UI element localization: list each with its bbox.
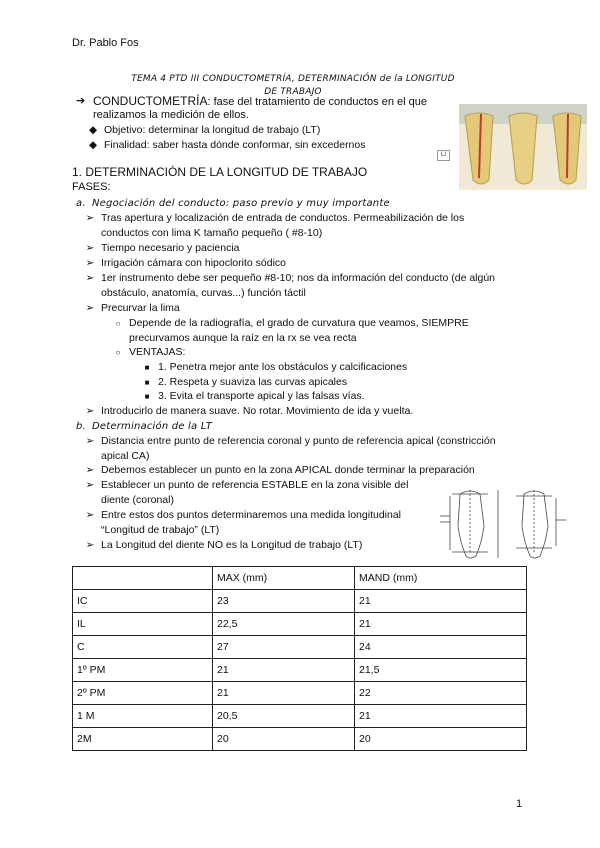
fases-label: FASES:: [72, 181, 111, 193]
table-row: [73, 705, 527, 728]
table-cell: IC: [73, 590, 213, 613]
tooth-length-diagram: [436, 486, 570, 562]
table-cell: 21: [355, 705, 527, 728]
list-item: ➢ Tras apertura y localización de entrada de conductos. Permeabilización de los conductos con lima K tamaño pequeño ( #8-10): [83, 211, 523, 241]
arrowhead-icon: ➢: [85, 464, 95, 476]
list-item: ➢ Distancia entre punto de referencia coronal y punto de referencia apical (constricción apical CA): [83, 434, 533, 464]
table-row: [73, 682, 527, 705]
table-cell: IL: [73, 613, 213, 636]
page-title: TEMA 4 PTD III CONDUCTOMETRÍA, DETERMINACIÓN de la LONGITUD DE TRABAJO: [131, 74, 455, 97]
arrowhead-icon: ➢: [85, 405, 95, 417]
table-cell: 20,5: [213, 705, 355, 728]
arrowhead-icon: ➢: [85, 539, 95, 551]
intro-arrow: ➔: [76, 95, 86, 107]
sub-a-heading: Negociación del conducto: paso previo y muy importante: [92, 198, 390, 209]
table-cell: MAX (mm): [213, 567, 355, 590]
circle-icon: ○: [115, 319, 121, 328]
table-cell: 22,5: [213, 613, 355, 636]
ventaja-item: ■ 2. Respeta y suaviza las curvas apicales: [140, 375, 347, 390]
sub-a-marker: a.: [76, 198, 86, 209]
table-cell: 2M: [73, 728, 213, 751]
page-number: 1: [516, 798, 523, 810]
intro-text-1: : fase del tratamiento de conductos en el que: [207, 96, 427, 108]
arrowhead-icon: ➢: [85, 242, 95, 254]
table-cell: 2º PM: [73, 682, 213, 705]
table-cell: 20: [355, 728, 527, 751]
arrowhead-icon: ➢: [85, 479, 95, 491]
sub-b-marker: b.: [76, 421, 86, 432]
arrowhead-icon: ➢: [85, 302, 95, 314]
table-cell: 22: [355, 682, 527, 705]
table-cell: 1 M: [73, 705, 213, 728]
list-item: ➢ Precurvar la lima: [83, 301, 180, 316]
square-icon: ■: [144, 363, 150, 372]
arrowhead-icon: ➢: [85, 435, 95, 447]
teeth-files-figure: [459, 104, 587, 190]
ventaja-item: ■ 3. Evita el transporte apical y las falsas vías.: [140, 389, 365, 404]
section-1-heading: 1. DETERMINACIÓN DE LA LONGITUD DE TRABAJO: [72, 165, 368, 179]
ventaja-item: ■ 1. Penetra mejor ante los obstáculos y calcificaciones: [140, 360, 407, 375]
circle-item: ○ VENTAJAS:: [111, 345, 185, 360]
table-cell: 21: [355, 613, 527, 636]
table-row: [73, 659, 527, 682]
arrowhead-icon: ➢: [85, 257, 95, 269]
table-cell: [73, 567, 213, 590]
bullet-finalidad: ◆ Finalidad: saber hasta dónde conformar, sin excedernos: [89, 139, 366, 151]
table-row: [73, 636, 527, 659]
figure-small-label: LI: [437, 150, 450, 161]
list-item: ➢ Tiempo necesario y paciencia: [83, 241, 240, 256]
intro-text-2: realizamos la medición de ellos.: [93, 109, 249, 121]
conductometria-label: CONDUCTOMETRÍA: [93, 94, 208, 108]
circle-icon: ○: [115, 348, 121, 357]
sub-b-heading: Determinación de la LT: [92, 421, 213, 432]
arrowhead-icon: ➢: [85, 212, 95, 224]
table-cell: 23: [213, 590, 355, 613]
list-item: ➢ Entre estos dos puntos determinaremos una medida longitudinal “Longitud de trabajo” (LT): [83, 508, 443, 538]
table-cell: C: [73, 636, 213, 659]
lt-table: [72, 566, 527, 751]
table-header-row: [73, 567, 527, 590]
list-item: ➢ Irrigación cámara con hipoclorito sódico: [83, 256, 286, 271]
table-row: [73, 728, 527, 751]
circle-item: ○ Depende de la radiografía, el grado de curvatura que veamos, SIEMPRE precurvamos aunque la raíz en la rx se vea recta: [111, 316, 531, 346]
table-cell: 24: [355, 636, 527, 659]
table-cell: 1º PM: [73, 659, 213, 682]
table-cell: 27: [213, 636, 355, 659]
square-icon: ■: [144, 392, 150, 401]
table-row: [73, 590, 527, 613]
list-item: ➢ La Longitud del diente NO es la Longitud de trabajo (LT): [83, 538, 362, 553]
arrowhead-icon: ➢: [85, 509, 95, 521]
square-icon: ■: [144, 378, 150, 387]
table-cell: 21,5: [355, 659, 527, 682]
list-item: ➢ 1er instrumento debe ser pequeño #8-10; nos da información del conducto (de algún obstáculo, anatomía, curvas...) función táctil: [83, 271, 533, 301]
table-row: [73, 613, 527, 636]
table-cell: 21: [355, 590, 527, 613]
table-cell: 21: [213, 659, 355, 682]
diamond-icon: ◆: [89, 139, 98, 151]
list-item: ➢ Establecer un punto de referencia ESTABLE en la zona visible del diente (coronal): [83, 478, 443, 508]
bullet-objetivo: ◆ Objetivo: determinar la longitud de trabajo (LT): [89, 124, 321, 136]
table-cell: 21: [213, 682, 355, 705]
table-cell: MAND (mm): [355, 567, 527, 590]
list-item: ➢ Debemos establecer un punto en la zona APICAL donde terminar la preparación: [83, 463, 475, 478]
diamond-icon: ◆: [89, 124, 98, 136]
list-item: ➢ Introducirlo de manera suave. No rotar. Movimiento de ida y vuelta.: [83, 404, 413, 419]
author-header: Dr. Pablo Fos: [72, 37, 139, 49]
arrowhead-icon: ➢: [85, 272, 95, 284]
table-cell: 20: [213, 728, 355, 751]
